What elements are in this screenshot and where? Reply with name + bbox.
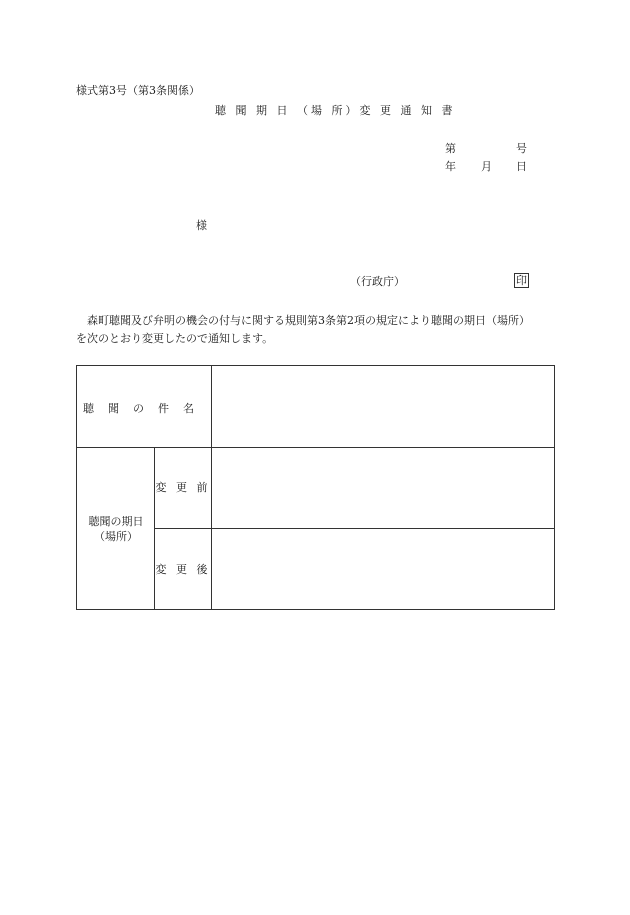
document-title: 聴 聞 期 日 （場 所）変 更 通 知 書 <box>215 104 456 117</box>
subject-char: 聴 <box>83 402 94 415</box>
schedule-label <box>77 514 155 544</box>
before-change-field[interactable] <box>212 448 554 528</box>
document-number-suffix: 号 <box>516 142 527 155</box>
notice-body-line-1: 森町聴聞及び弁明の機会の付与に関する規則第3条第2項の規定により聴聞の期日（場所） <box>87 314 530 327</box>
before-change-label: 変 更 前 <box>155 481 211 494</box>
document-number-label: 第 <box>445 142 456 155</box>
schedule-label-line-1: 聴聞の期日 <box>88 515 144 528</box>
subject-label <box>83 401 211 416</box>
subject-char: 件 <box>158 402 169 415</box>
subject-char: 聞 <box>108 402 119 415</box>
subject-char: 名 <box>183 402 194 415</box>
subject-field[interactable] <box>212 366 554 447</box>
after-change-field[interactable] <box>212 529 554 609</box>
after-change-label: 変 更 後 <box>155 563 211 576</box>
form-number: 様式第3号（第3条関係） <box>76 84 200 97</box>
date-year-label: 年 <box>445 160 456 173</box>
date-month-label: 月 <box>481 160 492 173</box>
seal-mark: 印 <box>516 274 527 287</box>
notice-table <box>76 365 555 610</box>
date-day-label: 日 <box>516 160 527 173</box>
schedule-label-line-2: （場所） <box>94 530 138 543</box>
subject-char: の <box>133 402 144 415</box>
addressee-honorific: 様 <box>196 219 207 232</box>
notice-body-line-2: を次のとおり変更したので通知します。 <box>76 332 274 345</box>
notice-body <box>76 312 556 348</box>
issuer-label: （行政庁） <box>350 275 405 288</box>
